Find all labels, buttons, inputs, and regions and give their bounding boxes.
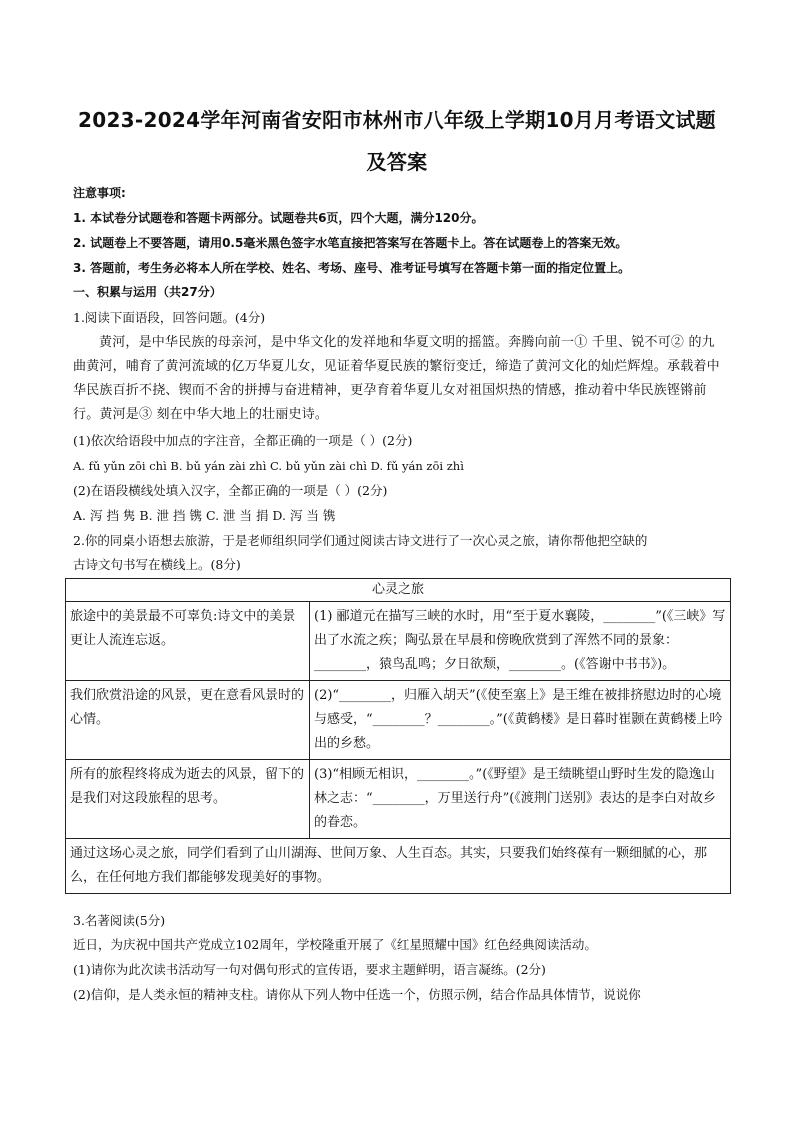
- page-title: 2023-2024学年河南省安阳市林州市八年级上学期10月月考语文试题: [78, 108, 716, 132]
- table-cell-task: (2)“________，归雁入胡天”(《使至塞上》是王维在被排挤慰边时的心境与感受，“________？________。”(《黄鹤楼》是日暮时崔颢在黄鹤楼上吟出的乡愁。: [310, 681, 731, 760]
- section-heading: 一、积累与运用（共27分）: [73, 285, 222, 299]
- question-3-stem: 3.名著阅读(5分): [73, 913, 166, 928]
- question-1-sub2: (2)在语段横线处填入汉字，全都正确的一项是（ ）(2分): [73, 483, 388, 498]
- notice-item-1: 1. 本试卷分试题卷和答题卡两部分。试题卷共6页，四个大题，满分120分。: [73, 211, 484, 225]
- table-cell-theme: 我们欣赏沿途的风景，更在意看风景时的心情。: [66, 681, 310, 760]
- table-cell-task: (3)“相顾无相识，________。”(《野望》是王绩眺望山野时生发的隐逸山林之志：“________，万里送行舟”(《渡荆门送别》表达的是李白对故乡的眷恋。: [310, 760, 731, 839]
- question-1-sub1: (1)依次给语段中加点的字注音，全都正确的一项是（ ）(2分): [73, 433, 413, 448]
- page-title-line2: 及答案: [366, 150, 428, 174]
- question-3-sub2: (2)信仰，是人类永恒的精神支柱。请你从下列人物中任选一个，仿照示例，结合作品具体情节，说说你: [73, 987, 641, 1002]
- question-1-passage: 黄河，是中华民族的母亲河，是中华文化的发祥地和华夏文明的摇篮。奔腾向前一① 千里、锐不可② 的九曲黄河，哺育了黄河流域的亿万华夏儿女，见证着华夏民族的繁衍变迁，缔造了黄河文化的灿烂辉煌。承载着中华民族百折不挠、锲而不舍的拼搏与奋进精神，更孕育着华夏儿女对祖国炽热的情感，推动着中华民族铿锵前行。黄河是③ 刻在中华大地上的壮丽史诗。: [73, 335, 720, 422]
- notice-item-2: 2. 试题卷上不要答题，请用0.5毫米黑色签字水笔直接把答案写在答题卡上。答在试题卷上的答案无效。: [73, 236, 628, 250]
- table-cell-task: (1) 郦道元在描写三峡的水时，用“至于夏水襄陵，________”(《三峡》写出了水流之疾；陶弘景在早晨和傍晚欣赏到了浑然不同的景象：________，猿鸟乱鸣；夕日欲颓，________。(《答谢中书书》)。: [310, 602, 731, 681]
- question-3-sub1: (1)请你为此次读书活动写一句对偶句形式的宣传语，要求主题鲜明，语言凝练。(2分): [73, 962, 546, 977]
- table-cell-theme: 所有的旅程终将成为逝去的风景，留下的是我们对这段旅程的思考。: [66, 760, 310, 839]
- table-header: 心灵之旅: [66, 579, 731, 602]
- question-1-sub1-options: A. fǔ yǔn zōi chì B. bǔ yán zài zhì C. bǔ yǔn zài chì D. fǔ yán zōi zhì: [73, 459, 464, 473]
- table-row: [66, 602, 731, 681]
- table-header-row: [66, 579, 731, 602]
- poem-fill-table: [65, 578, 731, 894]
- question-2-stem-line2: 古诗文句书写在横线上。(8分): [73, 557, 241, 572]
- question-3-intro: 近日，为庆祝中国共产党成立102周年，学校隆重开展了《红星照耀中国》红色经典阅读活动。: [73, 937, 597, 952]
- table-cell-theme: 旅途中的美景最不可辜负:诗文中的美景更让人流连忘返。: [66, 602, 310, 681]
- table-footer: 通过这场心灵之旅，同学们看到了山川湖海、世间万象、人生百态。其实，只要我们始终葆有一颗细腻的心，那么，在任何地方我们都能够发现美好的事物。: [66, 839, 731, 894]
- question-2-stem-line1: 2.你的同桌小语想去旅游，于是老师组织同学们通过阅读古诗文进行了一次心灵之旅，请你帮他把空缺的: [73, 533, 648, 548]
- table-row: [66, 760, 731, 839]
- notice-item-3: 3. 答题前，考生务必将本人所在学校、姓名、考场、座号、准考证号填写在答题卡第一面的指定位置上。: [73, 261, 631, 275]
- question-1-stem: 1.阅读下面语段，回答问题。(4分): [73, 310, 266, 325]
- table-row: [66, 681, 731, 760]
- question-1-sub2-options: A. 泻 挡 隽 B. 泄 挡 镌 C. 泄 当 捐 D. 泻 当 镌: [73, 508, 336, 523]
- table-footer-row: [66, 839, 731, 894]
- notice-heading: 注意事项:: [73, 186, 126, 200]
